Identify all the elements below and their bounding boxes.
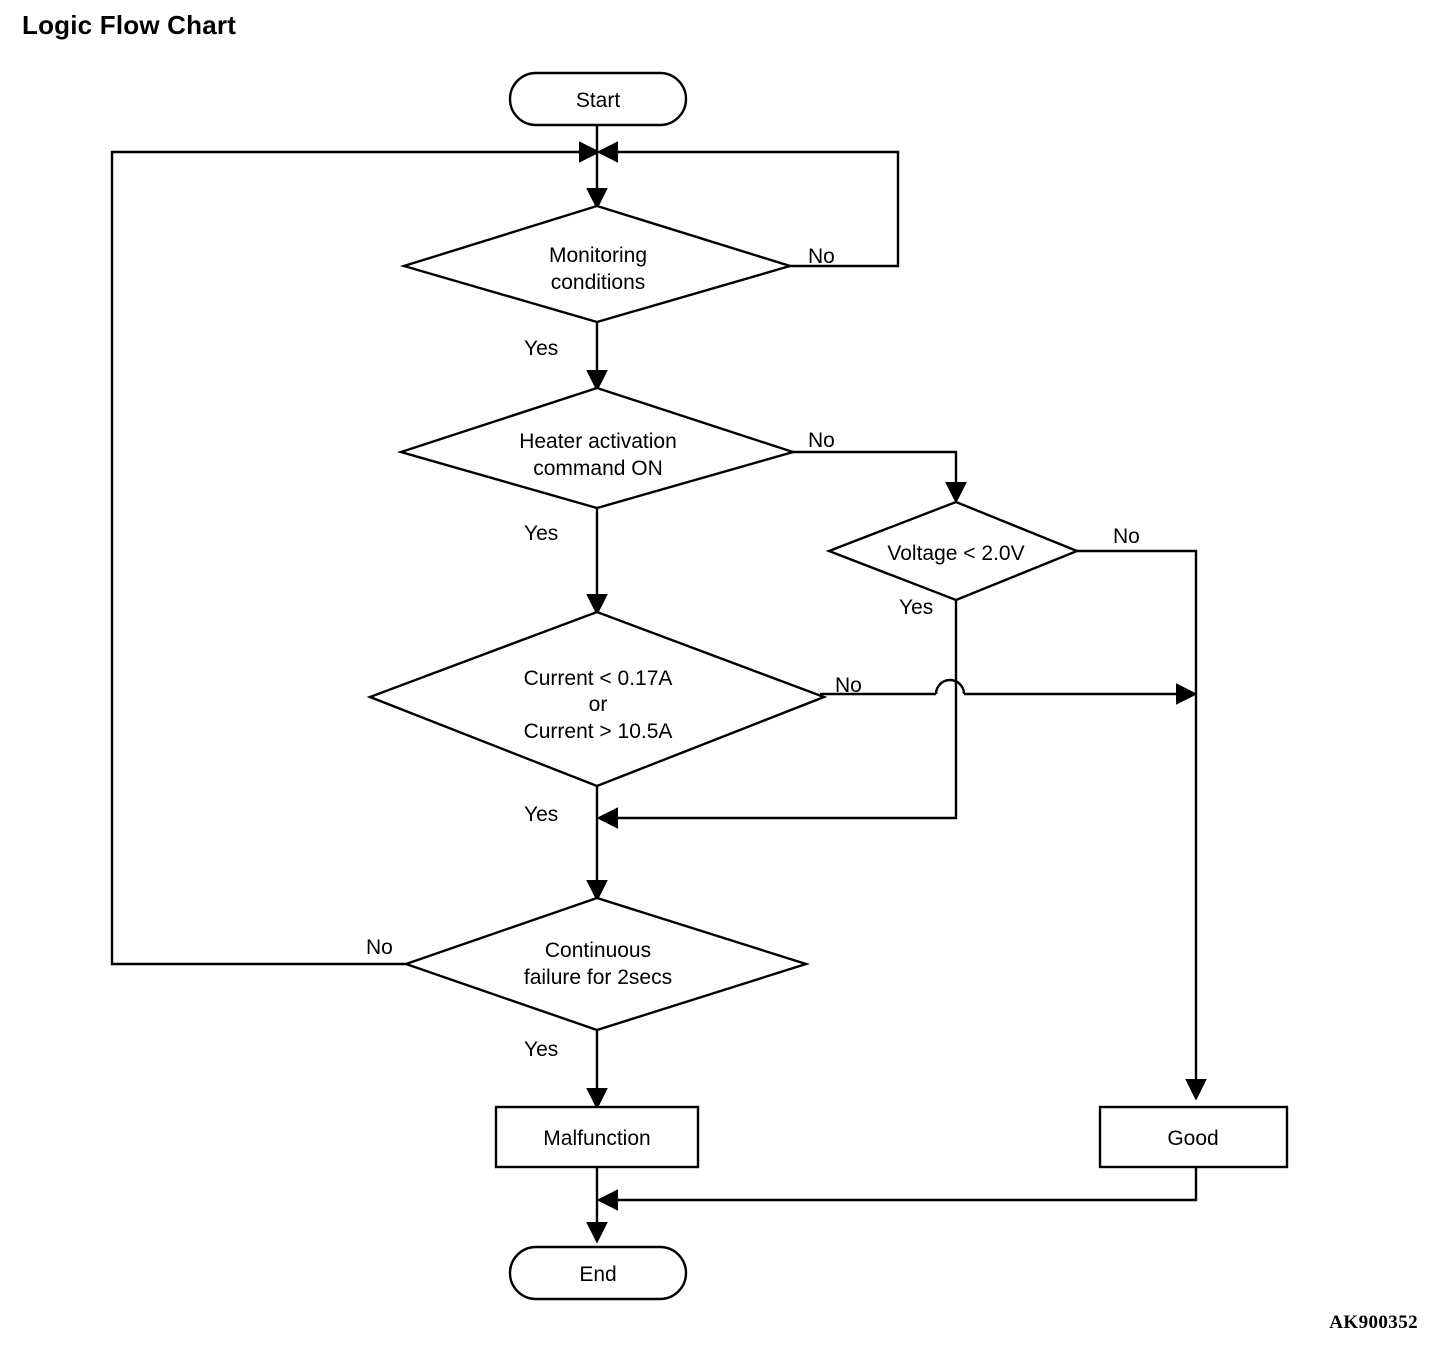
edge-label-continuous-yes: Yes [524, 1038, 559, 1061]
edge-label-monitoring-yes: Yes [524, 337, 559, 360]
node-monitoring-label-line2: conditions [550, 271, 646, 294]
page-title: Logic Flow Chart [22, 10, 237, 40]
edge-good-to-end-stem [600, 1167, 1196, 1200]
node-heater-label-line1: Heater activation [519, 430, 677, 453]
edge-label-voltage-no: No [1113, 525, 1140, 548]
figure-code: AK900352 [1329, 1312, 1418, 1333]
node-current-label-line1: Current < 0.17A [523, 667, 673, 690]
edge-label-monitoring-no: No [808, 245, 835, 268]
edge-label-current-no: No [835, 674, 862, 697]
node-monitoring-label-line1: Monitoring [548, 244, 648, 267]
node-continuous-label-line1: Continuous [544, 939, 652, 962]
node-voltage-label: Voltage < 2.0V [887, 542, 1025, 565]
edge-voltage-no-to-good [1077, 551, 1196, 1097]
edge-label-current-yes: Yes [524, 803, 559, 826]
node-continuous-label-line2: failure for 2secs [523, 966, 673, 989]
node-current-label-line3: Current > 10.5A [523, 720, 673, 743]
node-good-label: Good [1167, 1127, 1219, 1150]
node-current-label-line2: or [588, 693, 608, 716]
edge-heater-no-to-voltage [790, 452, 956, 500]
node-start-label: Start [575, 89, 621, 112]
edge-current-no-jumper [936, 680, 964, 694]
edge-label-continuous-no: No [366, 936, 393, 959]
edge-label-heater-yes: Yes [524, 522, 559, 545]
node-malfunction-label: Malfunction [543, 1127, 651, 1150]
node-heater-label-line2: command ON [533, 457, 663, 480]
edge-label-heater-no: No [808, 429, 835, 452]
node-end-label: End [579, 1263, 617, 1286]
edge-label-voltage-yes: Yes [899, 596, 934, 619]
node-continuous-failure [406, 898, 806, 1030]
